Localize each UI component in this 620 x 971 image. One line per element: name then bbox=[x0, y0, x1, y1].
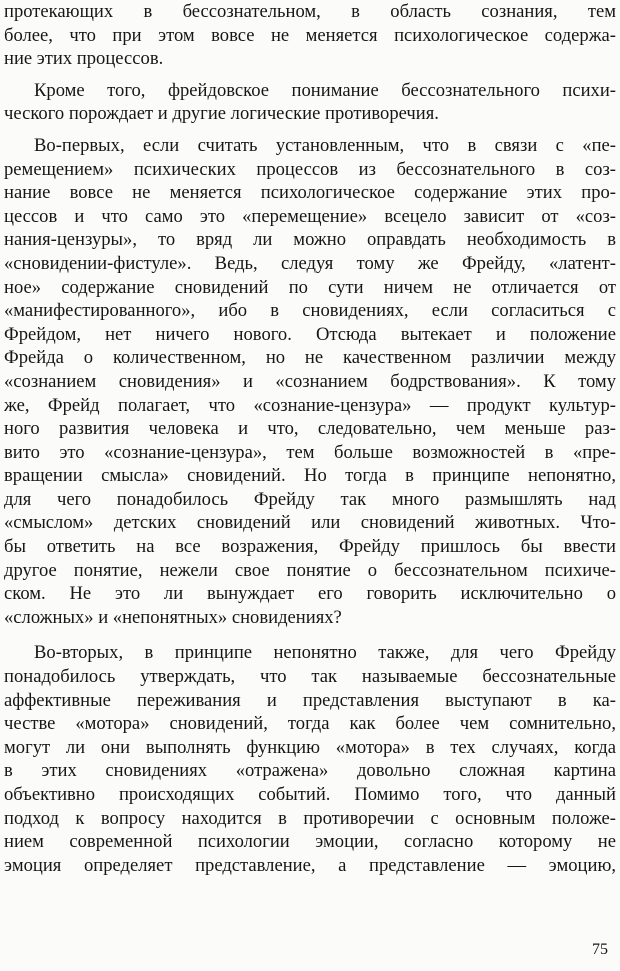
text-line: «сновидении-фистуле». Ведь, следуя тому же Фрейду, «латент- bbox=[4, 252, 616, 274]
text-line: ного развития человека и что, следовательно, чем меньше раз- bbox=[4, 418, 616, 440]
paragraph bbox=[4, 134, 616, 629]
text-line: подход к вопросу находится в противоречии с основным положе- bbox=[4, 807, 616, 829]
text-line: Кроме того, фрейдовское понимание бессознательного психи- bbox=[34, 79, 616, 101]
text-line: другое понятие, нежели свое понятие о бессознательном психиче- bbox=[4, 559, 616, 581]
text-line: цессов и что само это «перемещение» всецело зависит от «соз- bbox=[4, 205, 616, 227]
text-line: ние этих процессов. bbox=[4, 48, 164, 70]
text-line: протекающих в бессознательном, в область сознания, тем bbox=[4, 1, 616, 22]
paragraph bbox=[4, 641, 616, 877]
text-line: ремещением» психических процессов из бессознательного в соз- bbox=[4, 158, 616, 180]
text-line: «смыслом» детских сновидений или сновидений животных. Что- bbox=[4, 512, 616, 534]
body-text bbox=[4, 0, 616, 877]
paragraph-gap bbox=[4, 71, 616, 79]
text-line: честве «мотора» сновидений, тогда как более чем сомнительно, bbox=[4, 713, 616, 735]
text-line: ное» содержание сновидений по сути ничем не отличается от bbox=[4, 276, 616, 298]
text-line: в этих сновидениях «отражена» довольно сложная картина bbox=[4, 760, 616, 782]
paragraph bbox=[4, 79, 616, 126]
text-line: могут ли они выполнять функцию «мотора» в тех случаях, когда bbox=[4, 736, 616, 758]
text-line: эмоция определяет представление, а представление — эмоцию, bbox=[4, 854, 616, 876]
text-line: нание вовсе не меняется психологическое содержание этих про- bbox=[4, 182, 616, 204]
paragraph bbox=[4, 0, 616, 71]
text-line: Во-вторых, в принципе непонятно также, для чего Фрейду bbox=[34, 642, 616, 664]
text-line: ческого порождает и другие логические противоречия. bbox=[4, 103, 439, 125]
text-line: же, Фрейд полагает, что «сознание-цензура» — продукт культур- bbox=[4, 394, 616, 416]
paragraph-gap bbox=[4, 126, 616, 134]
text-line: нием современной психологии эмоции, согласно которому не bbox=[4, 831, 616, 853]
text-line: бы ответить на все возражения, Фрейду пришлось бы ввести bbox=[4, 536, 616, 558]
text-line: нания-цензуры», то вряд ли можно оправдать необходимость в bbox=[4, 229, 616, 251]
text-line: объективно происходящих событий. Помимо того, что данный bbox=[4, 784, 616, 805]
text-line: ском. Не это ли вынуждает его говорить исключительно о bbox=[4, 583, 616, 605]
page-number: 75 bbox=[592, 941, 608, 958]
text-line: «манифестированного», ибо в сновидениях, если согласиться с bbox=[4, 300, 616, 322]
text-line: Фрейда о количественном, но не качественном различии между bbox=[4, 347, 616, 369]
text-line: Фрейдом, нет ничего нового. Отсюда вытекает и положение bbox=[4, 323, 616, 345]
text-line: вращении смысла» сновидений. Но тогда в принципе непонятно, bbox=[4, 465, 616, 487]
text-line: вито это «сознание-цензура», тем больше возможностей в «пре- bbox=[4, 441, 616, 463]
text-line: «сложных» и «непонятных» сновидениях? bbox=[4, 606, 342, 628]
paragraph-gap bbox=[4, 629, 616, 641]
text-line: аффективные переживания и представления выступают в ка- bbox=[4, 689, 616, 711]
text-line: понадобилось утверждать, что так называемые бессознательные bbox=[4, 666, 616, 688]
text-line: Во-первых, если считать установленным, что в связи с «пе- bbox=[34, 134, 616, 156]
text-line: для чего понадобилось Фрейду так много размышлять над bbox=[4, 488, 616, 510]
text-line: «сознанием сновидения» и «сознанием бодрствования». К тому bbox=[4, 370, 616, 392]
text-line: более, что при этом вовсе не меняется психологическое содержа- bbox=[4, 24, 616, 46]
